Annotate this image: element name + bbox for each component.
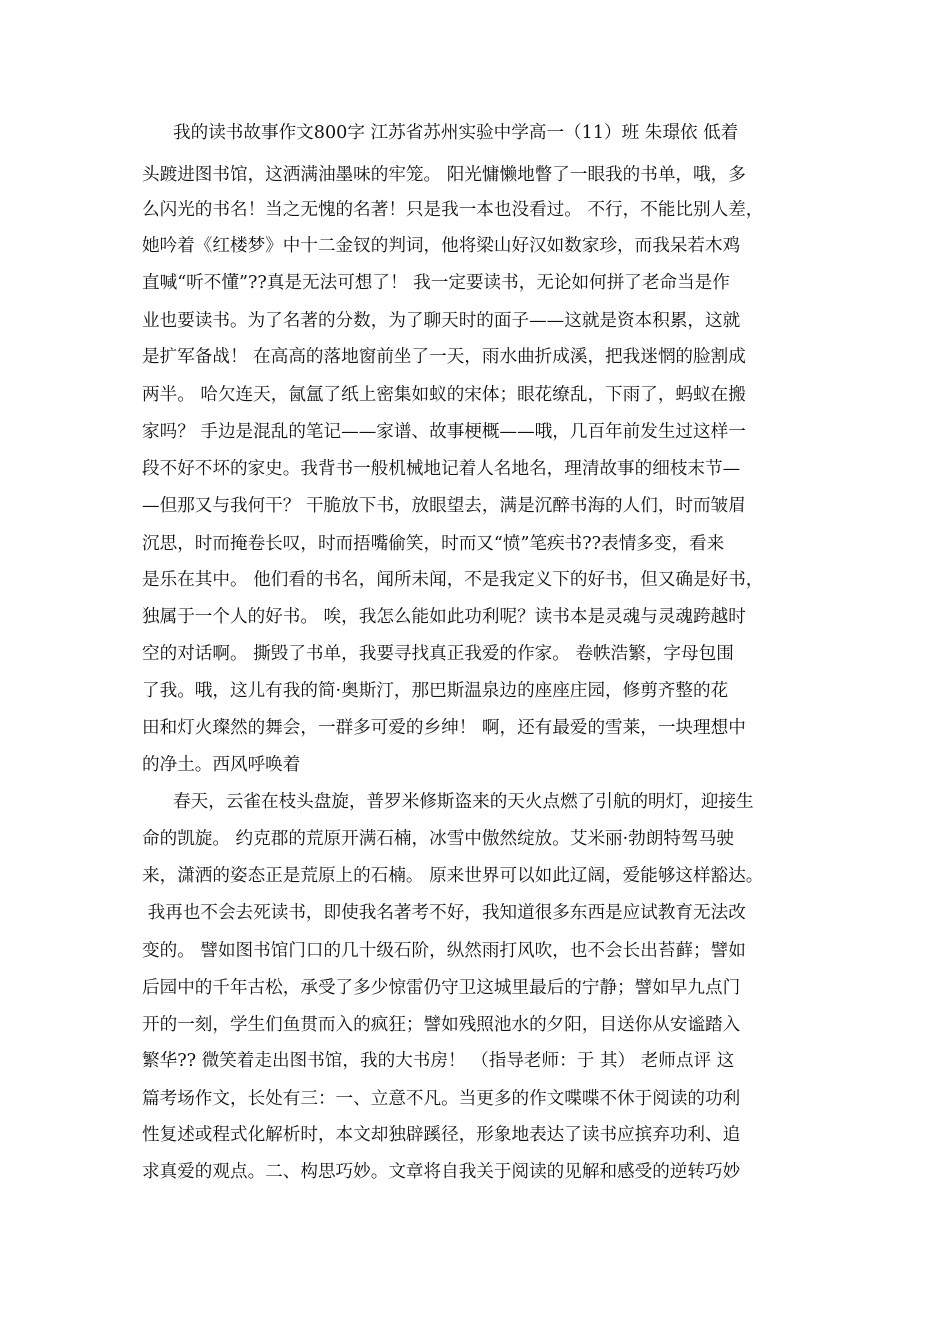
text-line: 我再也不会去死读书，即使我名著考不好，我知道很多东西是应试教育无法改: [142, 903, 746, 923]
text-line: 直喊“听不懂”??真是无法可想了！ 我一定要读书，无论如何拼了老命当是作: [142, 273, 730, 293]
text-line: 命的凯旋。 约克郡的荒原开满石楠，冰雪中傲然绽放。艾米丽·勃朗特驾马驶: [142, 829, 734, 849]
text-line: 沉思，时而掩卷长叹，时而捂嘴偷笑，时而又“愤”笔疾书??表情多变，看来: [142, 534, 725, 554]
text-line: 独属于一个人的好书。 唉，我怎么能如此功利呢？读书本是灵魂与灵魂跨越时: [142, 607, 746, 627]
text-line: 是乐在其中。 他们看的书名，闻所未闻，不是我定义下的好书，但又确是好书，: [142, 570, 764, 590]
text-line: 性复述或程式化解析时，本文却独辟蹊径，形象地表达了读书应摈弃功利、追: [142, 1125, 741, 1145]
text-line: 田和灯火璨然的舞会，一群多可爱的乡绅！ 啊，还有最爱的雪莱，一块理想中: [142, 718, 746, 738]
text-line: 么闪光的书名！当之无愧的名著！只是我一本也没看过。 不行，不能比别人差，: [142, 200, 764, 220]
text-line: 业也要读书。为了名著的分数，为了聊天时的面子——这就是资本积累，这就: [142, 311, 741, 331]
text-line: 了我。哦，这儿有我的简·奥斯汀，那巴斯温泉边的座座庄园，修剪齐整的花: [142, 681, 729, 701]
text-line: 求真爱的观点。二、构思巧妙。文章将自我关于阅读的见解和感受的逆转巧妙: [142, 1162, 741, 1182]
text-line: 后园中的千年古松，承受了多少惊雷仍守卫这城里最后的宁静；譬如早九点门: [142, 978, 741, 998]
text-line: 家吗？ 手边是混乱的笔记——家谱、故事梗概——哦，几百年前发生过这样一: [142, 422, 746, 442]
text-line: 头踱进图书馆，这洒满油墨味的牢笼。 阳光慵懒地瞥了一眼我的书单，哦，多: [142, 165, 746, 185]
text-line: 的净土。西风呼唤着: [142, 755, 301, 775]
text-line: 我的读书故事作文800字 江苏省苏州实验中学高一（11）班 朱璟依 低着: [173, 123, 739, 143]
text-line: 空的对话啊。 撕毁了书单，我要寻找真正我爱的作家。 卷帙浩繁，字母包围: [142, 644, 734, 664]
text-line: 她吟着《红楼梦》中十二金钗的判词，他将梁山好汉如数家珍，而我呆若木鸡: [142, 236, 741, 256]
text-line: 变的。 譬如图书馆门口的几十级石阶，纵然雨打风吹，也不会长出苔藓；譬如: [142, 941, 746, 961]
text-line: 来，潇洒的姿态正是荒原上的石楠。 原来世界可以如此辽阔，爱能够这样豁达。: [142, 866, 764, 886]
text-line: 开的一刻，学生们鱼贯而入的疯狂；譬如残照池水的夕阳，目送你从安谧踏入: [142, 1015, 741, 1035]
text-line: 是扩军备战！ 在高高的落地窗前坐了一天，雨水曲折成溪，把我迷惘的脸割成: [142, 347, 746, 367]
text-line: 篇考场作文，长处有三：一、立意不凡。当更多的作文喋喋不休于阅读的功利: [142, 1089, 741, 1109]
text-line: 段不好不坏的家史。我背书一般机械地记着人名地名，理清故事的细枝末节—: [142, 459, 741, 479]
text-line: 繁华?? 微笑着走出图书馆，我的大书房！ （指导老师：于 其） 老师点评 这: [142, 1051, 735, 1071]
text-line: —但那又与我何干？ 干脆放下书，放眼望去，满是沉醉书海的人们，时而皱眉: [142, 496, 746, 516]
text-line: 两半。 哈欠连天，氤氲了纸上密集如蚁的宋体；眼花缭乱，下雨了，蚂蚁在搬: [142, 385, 746, 405]
text-line: 春天，云雀在枝头盘旋，普罗米修斯盗来的天火点燃了引航的明灯，迎接生: [173, 792, 754, 812]
